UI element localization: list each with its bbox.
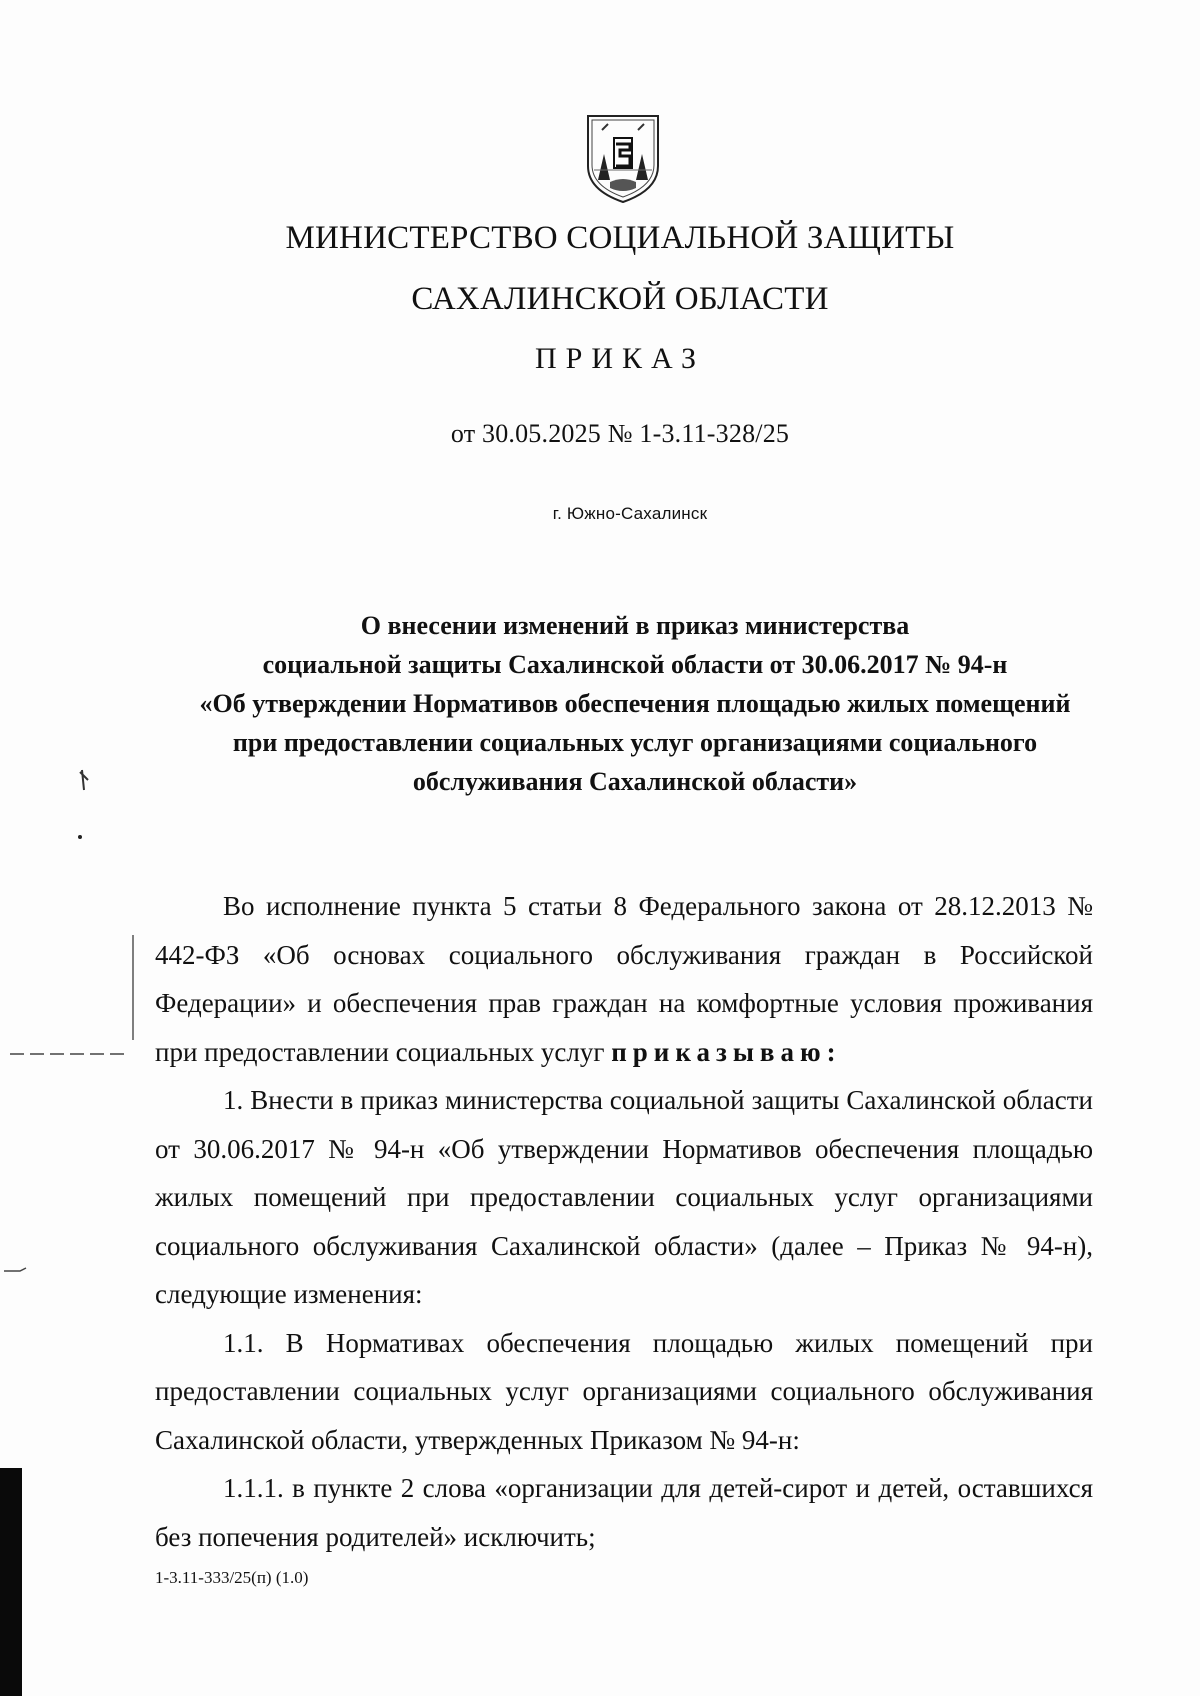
order-keyword: приказываю: [611,1036,842,1067]
coat-of-arms-icon [580,110,666,206]
region-name: САХАЛИНСКОЙ ОБЛАСТИ [411,281,829,317]
title-line: социальной защиты Сахалинской области от 30.06.2017 № 94-н [262,650,1008,679]
paragraph-item-1-1: 1.1. В Нормативах обеспечения площадью жилых помещений при предоставлении социальных услуг организациями социального обслуживания Сахалинской области, утвержденных Приказом № 94-н: [155,1327,1093,1455]
scan-edge-shadow [0,1468,22,1696]
paragraph-item-1-1-1: 1.1.1. в пункте 2 слова «организации для детей-сирот и детей, оставшихся без попечения родителей» исключить; [155,1473,1093,1552]
document-number: от 30.05.2025 № 1-3.11-328/25 [450,419,790,448]
document-title [140,606,1130,801]
title-line: «Об утверждении Нормативов обеспечения площадью жилых помещений [199,689,1071,718]
preamble-text: Во исполнение пункта 5 статьи 8 Федерального закона от 28.12.2013 № 442-ФЗ «Об основах социального обслуживания граждан в Российской Федерации» и обеспечения прав граждан на комфортные условия проживания при предоставлении социальных услуг [155,891,1093,1067]
ministry-name: МИНИСТЕРСТВО СОЦИАЛЬНОЙ ЗАЩИТЫ [285,220,955,256]
scan-margin-marks [0,0,200,1696]
paragraph-preamble [155,882,1093,1076]
footer-registration-code: 1-3.11-333/25(п) (1.0) [155,1568,309,1587]
title-line: О внесении изменений в приказ министерства [360,611,910,640]
title-line: обслуживания Сахалинской области» [412,767,858,796]
document-body [155,882,1093,1561]
title-line: при предоставлении социальных услуг организациями социального [232,728,1038,757]
document-type: ПРИКАЗ [535,342,705,375]
document-city: г. Южно-Сахалинск [552,504,708,523]
paragraph-item-1: 1. Внести в приказ министерства социальной защиты Сахалинской области от 30.06.2017 № 94-н «Об утверждении Нормативов обеспечения площадью жилых помещений при предоставлении социальных услуг организациями социального обслуживания Сахалинской области» (далее – Приказ № 94-н), следующие изменения: [155,1085,1093,1309]
